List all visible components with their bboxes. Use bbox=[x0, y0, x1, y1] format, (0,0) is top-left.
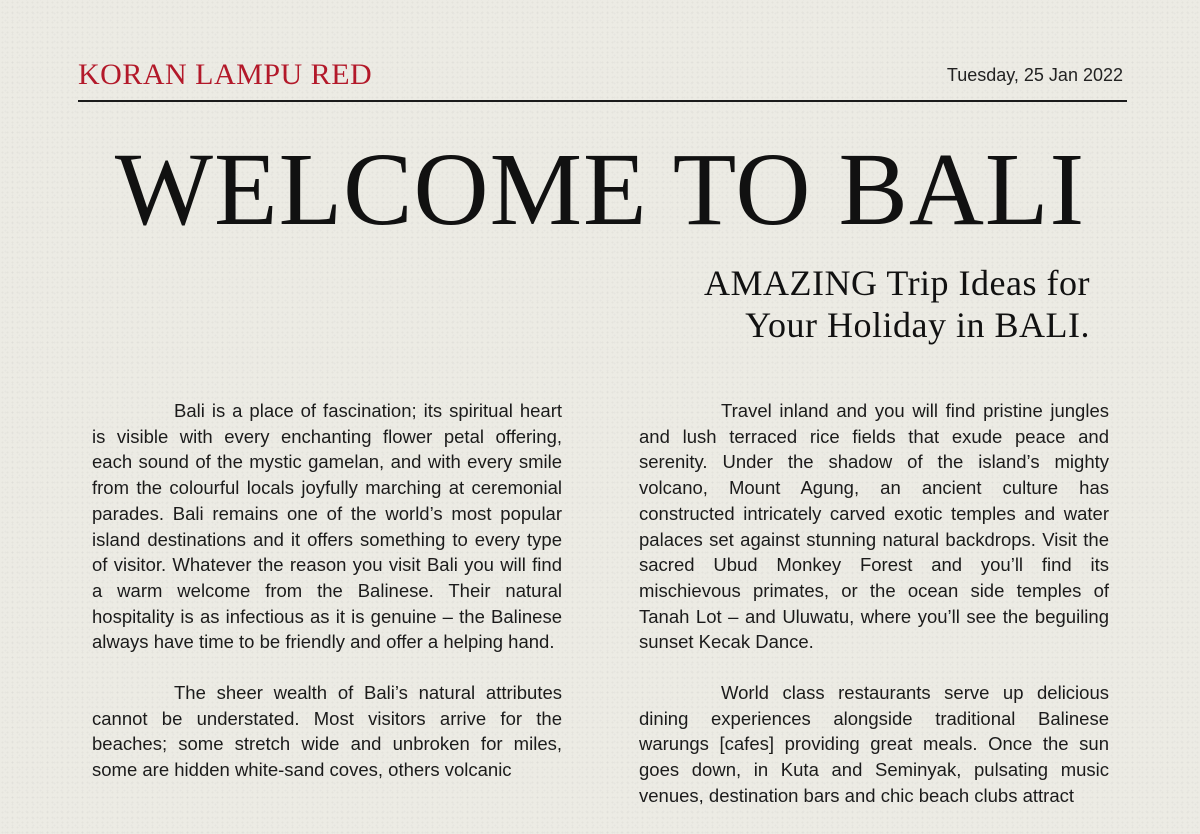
masthead bbox=[78, 52, 1127, 102]
headline: WELCOME TO BALI bbox=[114, 132, 1086, 247]
subheadline bbox=[704, 262, 1090, 346]
paragraph: The sheer wealth of Bali’s natural attributes cannot be understated. Most visitors arrive for the beaches; some stretch wide and unbroken for miles, some are hidden white-sand coves, others volcanic bbox=[92, 682, 562, 781]
paragraph: Bali is a place of fascination; its spiritual heart is visible with every enchanting flower petal offering, each sound of the mystic gamelan, and with every smile from the colourful locals joyfully marching at ceremonial parades. Bali remains one of the world’s most popular island destinations and it offers something to every type of visitor. Whatever the reason you visit Bali you will find a warm welcome from the Balinese. Their natural hospitality is as infectious as it is genuine – the Balinese always have time to be friendly and offer a helping hand. bbox=[92, 400, 562, 653]
paragraph: World class restaurants serve up delicious dining experiences alongside traditional Balinese warungs [cafes] providing great meals. Once the sun goes down, in Kuta and Seminyak, pulsating music venues, destination bars and chic beach clubs attract bbox=[639, 682, 1109, 806]
issue-date: Tuesday, 25 Jan 2022 bbox=[946, 65, 1123, 85]
article-column-right bbox=[639, 398, 1109, 834]
newspaper-brand: KORAN LAMPU RED bbox=[78, 58, 373, 91]
article-column-left bbox=[92, 398, 562, 808]
subheadline-line-1: AMAZING Trip Ideas for bbox=[704, 263, 1090, 303]
paragraph: Travel inland and you will find pristine jungles and lush terraced rice fields that exude peace and serenity. Under the shadow of the island’s mighty volcano, Mount Agung, an ancient culture has constructed intricately carved exotic temples and water palaces set against stunning natural backdrops. Visit the sacred Ubud Monkey Forest and you’ll find its mischievous primates, or the ocean side temples of Tanah Lot – and Uluwatu, where you’ll see the beguiling sunset Kecak Dance. bbox=[639, 400, 1109, 653]
subheadline-line-2: Your Holiday in BALI. bbox=[745, 305, 1090, 345]
